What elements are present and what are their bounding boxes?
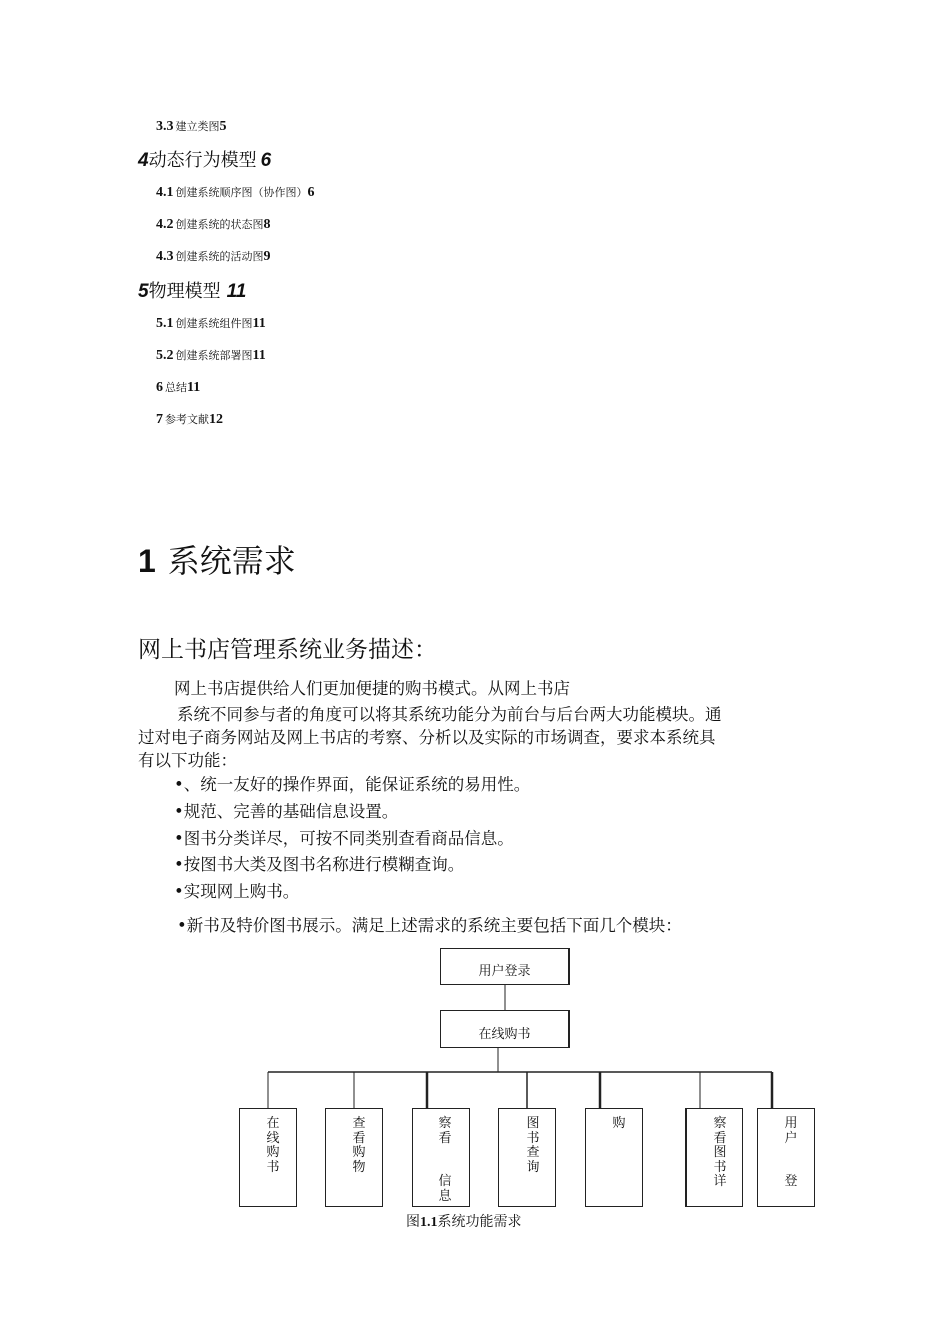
box-label: 用户登录 — [478, 964, 531, 979]
toc-text: 参考文献 — [165, 413, 209, 426]
figure-caption — [406, 1211, 522, 1231]
bullet-item: •规范、完善的基础信息设置。 — [174, 802, 399, 821]
toc-text: 动态行为模型 — [148, 150, 257, 171]
module-label: 查看购物 — [352, 1116, 366, 1175]
module-label-bottom: 登 — [784, 1174, 798, 1189]
bullet-item: •按图书大类及图书名称进行模糊查询。 — [174, 855, 465, 874]
box-online-purchase — [440, 1010, 570, 1048]
toc-page: 9 — [263, 249, 271, 264]
toc-page: 11 — [252, 348, 266, 363]
box-module-1 — [239, 1108, 297, 1207]
module-label: 在线购书 — [266, 1116, 280, 1175]
toc-number: 4.3 — [156, 249, 174, 264]
bullet-item: •图书分类详尽，可按不同类别查看商品信息。 — [174, 829, 514, 848]
box-module-6 — [685, 1108, 743, 1207]
body-line-1: 网上书店提供给人们更加便捷的购书模式。从网上书店 — [174, 679, 570, 698]
toc-page: 11 — [187, 380, 201, 395]
box-module-2 — [325, 1108, 383, 1207]
section-title: 系统需求 — [167, 542, 296, 580]
toc-page: 6 — [307, 185, 315, 200]
body-line-2: 系统不同参与者的角度可以将其系统功能分为前台与后台两大功能模块。通 — [177, 705, 722, 724]
caption-text: 系统功能需求 — [437, 1214, 522, 1230]
module-label: 购 — [612, 1116, 626, 1131]
module-label: 用户 — [784, 1116, 798, 1146]
body-line-4: 有以下功能： — [138, 751, 237, 770]
subheading: 网上书店管理系统业务描述： — [138, 637, 437, 663]
toc-number: 4 — [138, 150, 149, 171]
toc-text: 创建系统的状态图 — [175, 218, 264, 231]
module-label: 察看图书详 — [713, 1116, 727, 1189]
module-label: 图书查询 — [526, 1116, 540, 1175]
toc-text: 物理模型 — [148, 281, 221, 302]
box-module-5 — [585, 1108, 643, 1207]
toc-text: 建立类图 — [175, 120, 220, 133]
caption-number: 1.1 — [420, 1215, 438, 1230]
toc-page: 11 — [252, 316, 266, 331]
section-number: 1 — [138, 543, 156, 579]
box-module-3 — [412, 1108, 470, 1207]
module-label: 察看 — [438, 1116, 452, 1146]
box-module-4 — [498, 1108, 556, 1207]
toc-number: 5.2 — [156, 348, 174, 363]
toc-text: 创建系统的活动图 — [175, 250, 264, 263]
caption-prefix: 图 — [406, 1214, 420, 1230]
toc-number: 5.1 — [156, 316, 174, 331]
body-line-3: 过对电子商务网站及网上书店的考察、分析以及实际的市场调查，要求本系统具 — [138, 728, 716, 747]
toc-number: 7 — [156, 412, 163, 427]
toc-page: 6 — [260, 150, 272, 171]
module-label-bottom: 信息 — [438, 1174, 452, 1204]
toc-number: 6 — [156, 380, 163, 395]
toc-text: 创建系统顺序图（协作图） — [175, 186, 308, 199]
body-last-line: •新书及特价图书展示。满足上述需求的系统主要包括下面几个模块： — [177, 916, 682, 935]
box-label: 在线购书 — [478, 1027, 531, 1042]
box-module-7 — [757, 1108, 815, 1207]
toc-text: 创建系统部署图 — [175, 349, 253, 362]
toc-page: 11 — [226, 281, 247, 302]
toc-number: 4.2 — [156, 217, 174, 232]
bullet-item: •实现网上购书。 — [174, 882, 300, 901]
bullet-item: •、统一友好的操作界面，能保证系统的易用性。 — [174, 775, 531, 794]
toc-number: 4.1 — [156, 185, 174, 200]
toc-text: 总结 — [165, 381, 187, 394]
toc-page: 5 — [219, 119, 227, 134]
toc-page: 12 — [209, 412, 223, 427]
toc-number: 3.3 — [156, 119, 174, 134]
toc-number: 5 — [138, 281, 149, 302]
toc-text: 创建系统组件图 — [175, 317, 253, 330]
toc-page: 8 — [263, 217, 271, 232]
box-user-login — [440, 948, 570, 985]
